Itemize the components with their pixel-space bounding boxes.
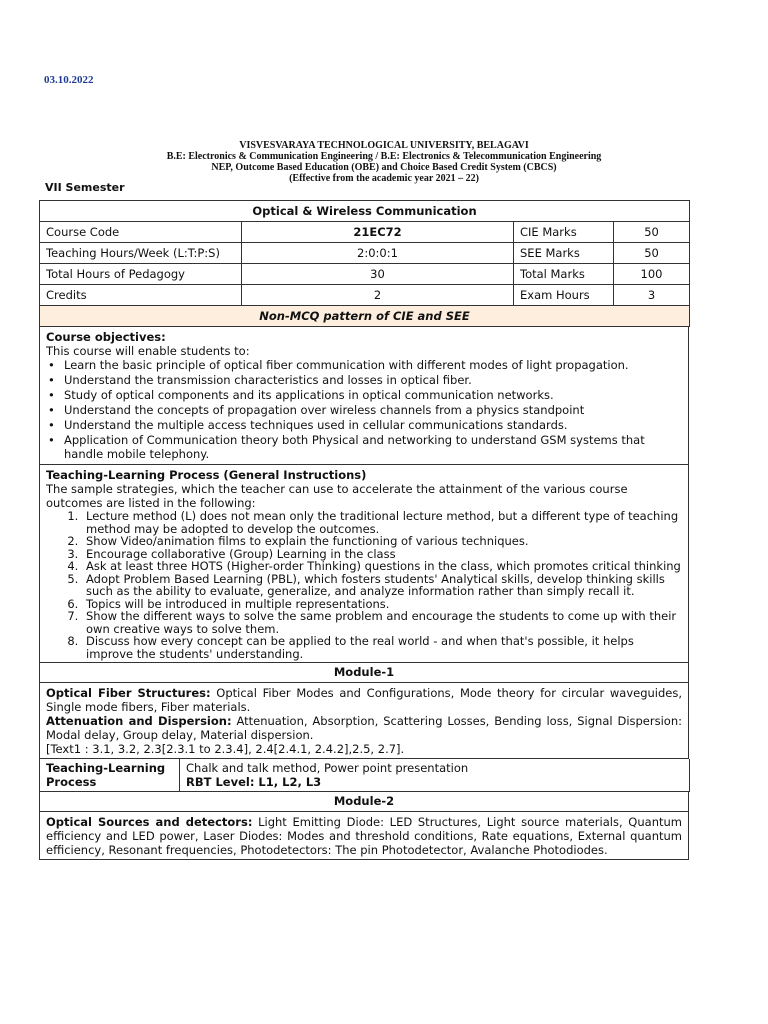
list-item: 2. Show Video/animation films to explain the functioning of various techniques.	[82, 535, 682, 548]
rbt-level: RBT Level: L1, L2, L3	[186, 775, 322, 789]
scheme-line: NEP, Outcome Based Education (OBE) and Choice Based Credit System (CBCS)	[211, 162, 557, 173]
row-value-2: 3	[614, 285, 690, 306]
table-row	[40, 222, 690, 243]
row-value: 2:0:0:1	[242, 243, 514, 264]
list-item: • Understand the concepts of propagation over wireless channels from a physics standpoint	[64, 403, 682, 417]
module-1-para-1	[46, 686, 682, 714]
module-1-content	[39, 683, 689, 759]
topic-text: Light Emitting Diode: LED Structures, Light source materials, Quantum efficiency and LED power, Laser Diodes: Modes and threshold conditions, Rate equations, External quantum efficiency, Resonant frequencies, Photodetectors: The pin Photodetector, Avalanche Photodiodes.	[46, 815, 682, 857]
list-item: • Understand the multiple access techniques used in cellular communications standards.	[64, 418, 682, 432]
row-label-2: SEE Marks	[514, 243, 614, 264]
exam-pattern-row	[40, 306, 690, 327]
topic-text: Attenuation, Absorption, Scattering Losses, Bending loss, Signal Dispersion: Modal delay, Group delay, Material dispersion.	[46, 714, 682, 742]
course-info-table	[39, 200, 690, 327]
list-item: 3. Encourage collaborative (Group) Learning in the class	[82, 548, 682, 561]
module-2-content	[39, 812, 689, 860]
table-row	[40, 243, 690, 264]
semester-label: VII Semester	[45, 181, 125, 194]
row-value-2: 100	[614, 264, 690, 285]
row-value: 21EC72	[242, 222, 514, 243]
row-label: Course Code	[40, 222, 242, 243]
course-title-row	[40, 201, 690, 222]
list-item: 5. Adopt Problem Based Learning (PBL), which fosters students' Analytical skills, develop thinking skills such as the ability to evaluate, generalize, and analyze information rather than simply recall it.	[82, 573, 682, 598]
objectives-intro: This course will enable students to:	[46, 344, 250, 358]
list-item: 8. Discuss how every concept can be applied to the real world - and when that's possible, it helps improve the students' understanding.	[82, 635, 682, 660]
tlp-method: Chalk and talk method, Power point presentation	[186, 761, 469, 775]
row-value-2: 50	[614, 243, 690, 264]
topic-text: Optical Fiber Modes and Configurations, Mode theory for circular waveguides, Single mode fibers, Fiber materials.	[46, 686, 683, 714]
tlp-heading: Teaching-Learning Process (General Instructions)	[46, 468, 367, 482]
module-1-reference: [Text1 : 3.1, 3.2, 2.3[2.3.1 to 2.3.4], 2.4[2.4.1, 2.4.2],2.5, 2.7].	[46, 742, 405, 756]
row-label: Total Hours of Pedagogy	[40, 264, 242, 285]
module-1-heading: Module-1	[39, 663, 689, 683]
syllabus-document	[39, 200, 689, 860]
row-value-2: 50	[614, 222, 690, 243]
tlp-label: Teaching-Learning Process	[40, 759, 180, 792]
row-value: 2	[242, 285, 514, 306]
objectives-heading: Course objectives:	[46, 330, 166, 344]
list-item: 6. Topics will be introduced in multiple representations.	[82, 598, 682, 611]
row-label-2: CIE Marks	[514, 222, 614, 243]
list-item: 1. Lecture method (L) does not mean only the traditional lecture method, but a different type of teaching method may be adopted to develop the outcomes.	[82, 510, 682, 535]
list-item: • Application of Communication theory both Physical and networking to understand GSM systems that handle mobile telephony.	[64, 433, 682, 461]
teaching-learning-section	[39, 465, 689, 663]
row-value: 30	[242, 264, 514, 285]
tlp-list	[46, 510, 682, 660]
row-label-2: Exam Hours	[514, 285, 614, 306]
module-1-tlp-table	[39, 759, 690, 792]
module-1-para-2	[46, 714, 682, 742]
program-names: B.E: Electronics & Communication Engineering / B.E: Electronics & Telecommunication Engineering	[166, 151, 602, 162]
tlp-intro: The sample strategies, which the teacher can use to accelerate the attainment of the various course outcomes are listed in the following:	[46, 482, 628, 510]
university-name: VISVESVARAYA TECHNOLOGICAL UNIVERSITY, BELAGAVI	[239, 140, 529, 151]
table-row	[40, 759, 690, 792]
topic-heading: Optical Sources and detectors:	[46, 815, 253, 829]
tlp-details	[180, 759, 690, 792]
row-label: Credits	[40, 285, 242, 306]
list-item: 4. Ask at least three HOTS (Higher-order Thinking) questions in the class, which promotes critical thinking	[82, 560, 682, 573]
list-item: • Understand the transmission characteristics and losses in optical fiber.	[64, 373, 682, 387]
module-2-heading: Module-2	[39, 792, 689, 812]
table-row	[40, 264, 690, 285]
exam-pattern: Non-MCQ pattern of CIE and SEE	[40, 306, 690, 327]
row-label: Teaching Hours/Week (L:T:P:S)	[40, 243, 242, 264]
row-label-2: Total Marks	[514, 264, 614, 285]
list-item: • Learn the basic principle of optical fiber communication with different modes of light propagation.	[64, 358, 682, 372]
topic-heading: Optical Fiber Structures:	[46, 686, 211, 700]
effective-year: (Effective from the academic year 2021 – 22)	[289, 173, 479, 184]
list-item: 7. Show the different ways to solve the same problem and encourage the students to come up with their own creative ways to solve them.	[82, 610, 682, 635]
course-objectives-section	[39, 327, 689, 465]
module-2-para-1	[46, 815, 682, 857]
course-title: Optical & Wireless Communication	[40, 201, 690, 222]
document-date: 03.10.2022	[44, 74, 94, 86]
topic-heading: Attenuation and Dispersion:	[46, 714, 232, 728]
table-row	[40, 285, 690, 306]
objectives-list	[46, 358, 682, 461]
list-item: • Study of optical components and its applications in optical communication networks.	[64, 388, 682, 402]
